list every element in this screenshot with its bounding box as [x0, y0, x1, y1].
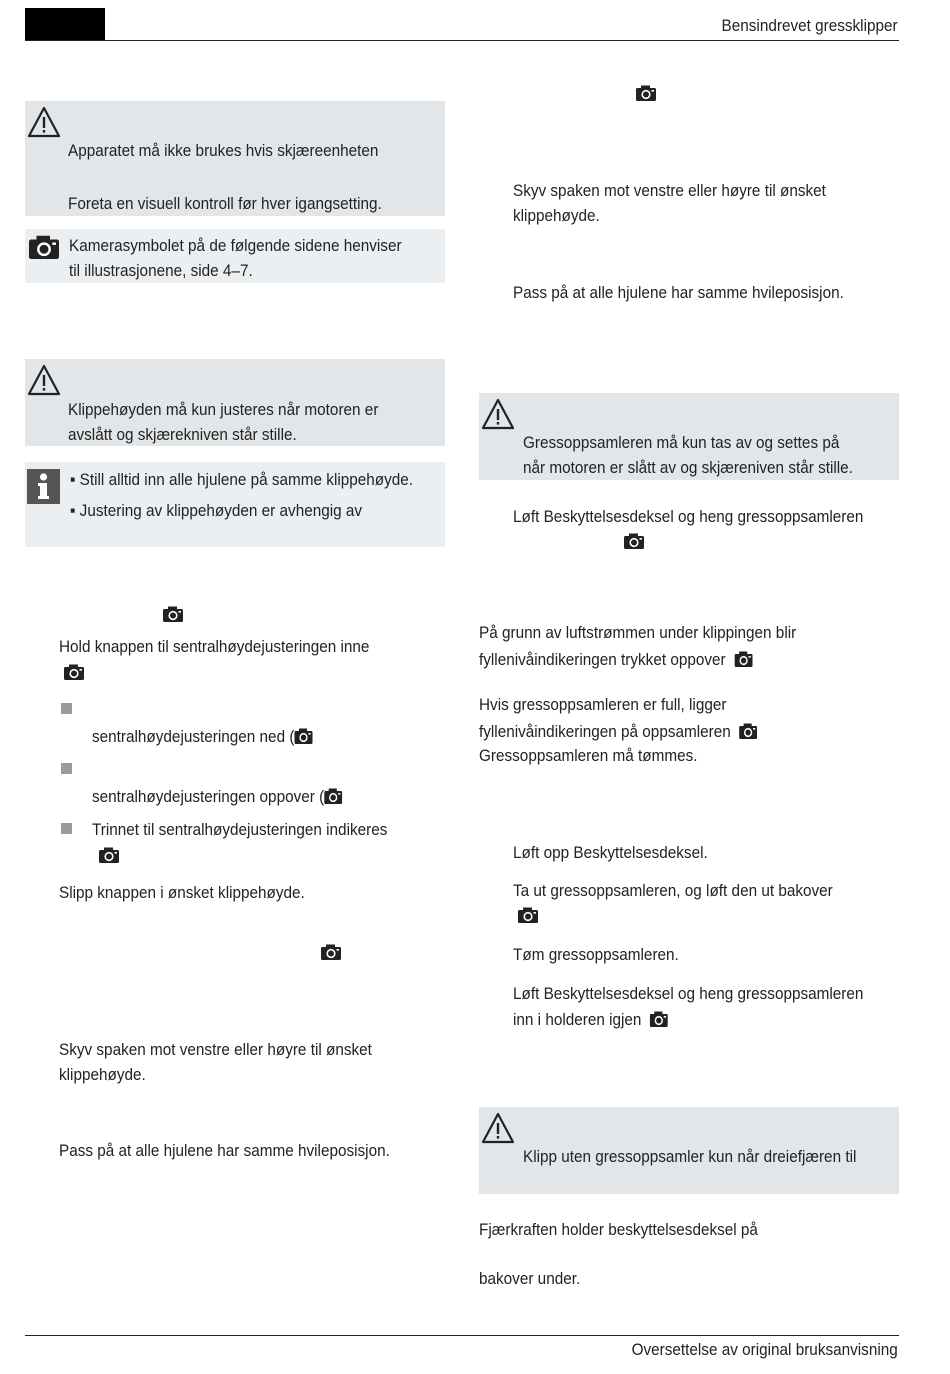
camera-icon	[518, 907, 538, 923]
warning-icon	[481, 1112, 515, 1144]
camera-icon	[734, 651, 752, 667]
warning-icon	[27, 364, 61, 396]
left-wheels-text: Pass på at alle hjulene har samme hvileposisjon.	[59, 1141, 390, 1160]
bullet-square-icon	[61, 763, 72, 774]
lift-cover-text: Løft opp Beskyttelsesdeksel.	[513, 843, 708, 862]
bullet-square-icon	[61, 823, 72, 834]
info-icon	[27, 469, 60, 504]
release-text: Slipp knappen i ønsket klippehøyde.	[59, 883, 305, 902]
camera-note-line-2: til illustrasjonene, side 4–7.	[69, 261, 253, 280]
header-title: Bensindrevet gressklipper	[721, 16, 898, 35]
camera-icon	[739, 723, 757, 739]
left-slide-line-2: klippehøyde.	[59, 1065, 146, 1084]
footer-text: Oversettelse av original bruksanvisning	[631, 1340, 898, 1359]
full-line-2: fyllenivåindikeringen på oppsamleren	[479, 719, 757, 744]
camera-icon	[324, 788, 342, 804]
spring-line-1: Fjærkraften holder beskyttelsesdeksel på	[479, 1220, 758, 1239]
airflow-line-2: fyllenivåindikeringen trykket oppover	[479, 647, 752, 672]
warning-3-line-2: når motoren er slått av og skjæreniven står stille.	[523, 458, 853, 477]
empty-text: Tøm gressoppsamleren.	[513, 945, 679, 964]
bullet-2-text: sentralhøydejusteringen oppover (	[92, 784, 342, 809]
header-rule	[25, 40, 899, 41]
warning-icon	[481, 398, 515, 430]
right-slide-line-1: Skyv spaken mot venstre eller høyre til ønsket	[513, 181, 826, 200]
camera-icon	[636, 85, 656, 101]
info-item-2: ▪ Justering av klippehøyden er avhengig av	[70, 501, 363, 520]
warning-4-line-1: Klipp uten gressoppsamler kun når dreiefjæren til	[523, 1147, 857, 1166]
rehang-line-1: Løft Beskyttelsesdeksel og heng gressoppsamleren	[513, 984, 864, 1003]
bullet-1-text: sentralhøydejusteringen ned (	[92, 724, 312, 749]
bullet-3-text: Trinnet til sentralhøydejusteringen indikeres	[92, 820, 388, 839]
camera-icon	[294, 728, 312, 744]
lift-hang-text: Løft Beskyttelsesdeksel og heng gressoppsamleren	[513, 507, 864, 526]
right-wheels-text: Pass på at alle hjulene har samme hvileposisjon.	[513, 283, 844, 302]
full-line-3: Gressoppsamleren må tømmes.	[479, 746, 698, 765]
camera-icon	[64, 664, 84, 680]
bullet-square-icon	[61, 703, 72, 714]
warning-3-line-1: Gressoppsamleren må kun tas av og settes på	[523, 433, 840, 452]
camera-icon	[163, 606, 183, 622]
warning-2-line-2: avslått og skjærekniven står stille.	[68, 425, 297, 444]
camera-icon	[99, 847, 119, 863]
camera-note-line-1: Kamerasymbolet på de følgende sidene henviser	[69, 236, 402, 255]
take-out-text: Ta ut gressoppsamleren, og løft den ut bakover	[513, 881, 833, 900]
hold-button-text: Hold knappen til sentralhøydejusteringen inne	[59, 637, 370, 656]
rehang-line-2: inn i holderen igjen	[513, 1007, 668, 1032]
camera-icon	[650, 1011, 668, 1027]
warning-1-line-2: Foreta en visuell kontroll før hver igangsetting.	[68, 194, 382, 213]
camera-icon	[624, 533, 644, 549]
warning-icon	[27, 106, 61, 138]
header-black-tab	[25, 8, 105, 40]
right-slide-line-2: klippehøyde.	[513, 206, 600, 225]
camera-icon	[26, 235, 62, 259]
airflow-line-1: På grunn av luftstrømmen under klippingen blir	[479, 623, 797, 642]
spring-line-2: bakover under.	[479, 1269, 581, 1288]
left-slide-line-1: Skyv spaken mot venstre eller høyre til ønsket	[59, 1040, 372, 1059]
camera-icon	[321, 944, 341, 960]
full-line-1: Hvis gressoppsamleren er full, ligger	[479, 695, 727, 714]
warning-1-line-1: Apparatet må ikke brukes hvis skjæreenheten	[68, 141, 379, 160]
info-item-1: ▪ Still alltid inn alle hjulene på samme klippehøyde.	[70, 470, 414, 489]
footer-rule	[25, 1335, 899, 1336]
warning-2-line-1: Klippehøyden må kun justeres når motoren er	[68, 400, 379, 419]
